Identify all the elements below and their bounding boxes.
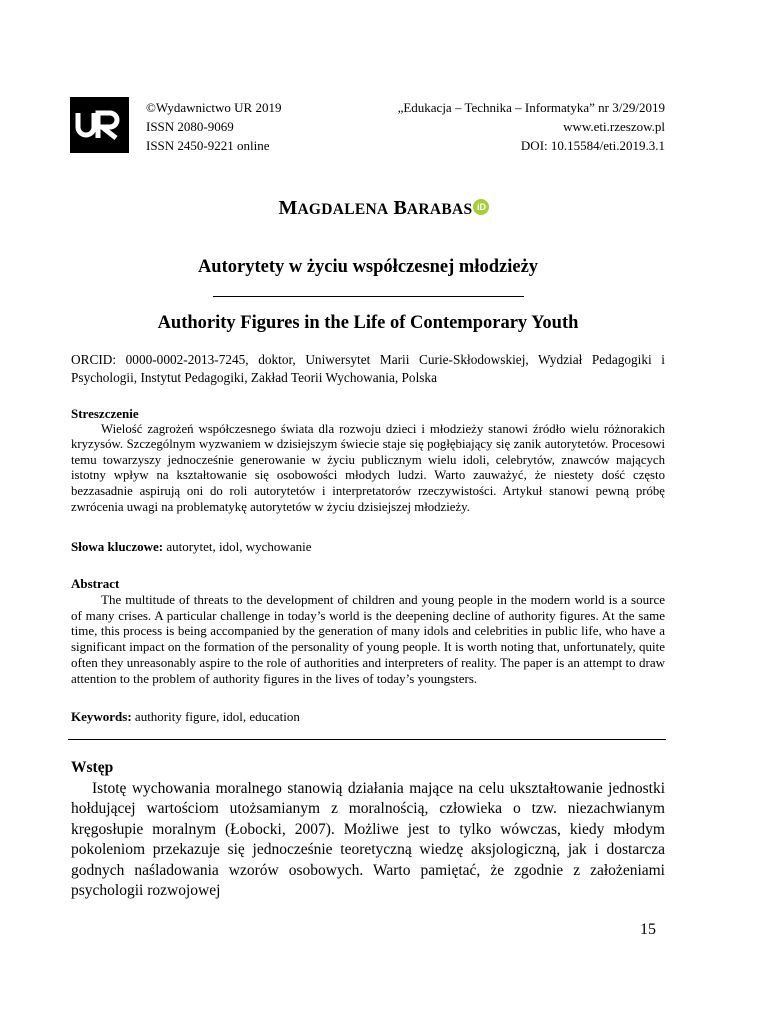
streszczenie-section [71,406,665,515]
streszczenie-text: Wielość zagrożeń współczesnego świata dla rozwoju dzieci i młodzieży stanowi źródło wielu różnorakich kryzysów. Szczególnym wyzwaniem w dzisiejszym świecie staje się pogłębiający się zanik autorytetów. Procesowi temu towarzyszy jednocześnie generowanie w życiu publicznym wielu idoli, celebrytów, znawców mających istotny wpływ na kształtowanie się osobowości młodych ludzi. Warto zauważyć, że niestety dość często bezzasadnie aspirują oni do roli autorytetów i interpretatorów rzeczywistości. Artykuł stanowi pewną próbę zwrócenia uwagi na problematykę autorytetów w życiu dzisiejszej młodzieży. [71,421,665,514]
page-number: 15 [640,921,656,938]
wstep-text: Istotę wychowania moralnego stanowią działania mające na celu ukształtowanie jednostki hołdującej wartościom utożsamianym z moralnością, człowieka o tzw. niezachwianym kręgosłupie moralnym (Łobocki, 2007). Możliwe jest to tylko wówczas, kiedy młodym pokoleniom przekazuje się jednocześnie teoretyczną wiedzę aksjologiczną, jak i dostarcza godnych naśladowania wzorów osobowych. Warto pamiętać, że zgodnie z założeniami psychologii rozwojowej [71,779,665,899]
wstep-heading: Wstęp [71,759,114,776]
abstract-text: The multitude of threats to the development of children and young people in the modern world is a source of many crises. A particular challenge in today’s world is the deepening decline of authority figures. At the same time, this process is being accompanied by the generation of many idols and celebrities in public life, who have a significant impact on the formation of the personality of young people. It is worth noting that, unfortunately, quite often they unreasonably aspire to the role of authorities and interpreters of reality. The paper is an attempt to draw attention to the problem of authority figures in the lives of today’s youngsters. [71,591,665,686]
author-last-rest: ARABAS [406,201,473,218]
header-left [146,98,281,155]
keywords-label: Keywords: [71,709,132,724]
slowa-kluczowe-value: autorytet, idol, wychowanie [166,539,312,554]
wstep-section [71,758,665,902]
header-right [398,98,665,155]
keywords [71,709,665,726]
streszczenie-heading: Streszczenie [71,406,139,421]
title-divider [213,296,524,297]
publisher-logo [70,97,129,153]
author-first-rest: AGDALENA [297,201,389,218]
website-link[interactable]: www.eti.rzeszow.pl [563,119,665,134]
slowa-kluczowe [71,539,665,556]
title-polish: Autorytety w życiu współczesnej młodzieży [197,257,539,277]
orcid-icon[interactable]: iD [473,199,489,215]
abstract-section [71,576,665,687]
slowa-kluczowe-label: Słowa kluczowe: [71,539,164,554]
issn-line: ISSN 2080-9069 [146,119,234,134]
author-affiliation: ORCID: 0000-0002-2013-7245, doktor, Uniwersytet Marii Curie-Skłodowskiej, Wydział Pedagogiki i Psychologii, Instytut Pedagogiki, Zakład Teorii Wychowania, Polska [71,352,665,385]
keywords-value: authority figure, idol, education [134,709,300,724]
doi-link[interactable]: DOI: 10.15584/eti.2019.3.1 [520,138,665,153]
author-first-initial: M [278,197,298,219]
publisher-line: ©Wydawnictwo UR 2019 [146,100,282,115]
issn-online-line: ISSN 2450-9221 online [146,138,270,153]
ur-logo-icon [74,110,126,140]
author-name [0,197,768,220]
title-english: Authority Figures in the Life of Contemporary Youth [157,313,579,333]
abstract-heading: Abstract [71,576,120,591]
author-last-initial: B [393,197,407,219]
section-divider [68,739,666,740]
journal-line: „Edukacja – Technika – Informatyka” nr 3/29/2019 [397,100,665,115]
